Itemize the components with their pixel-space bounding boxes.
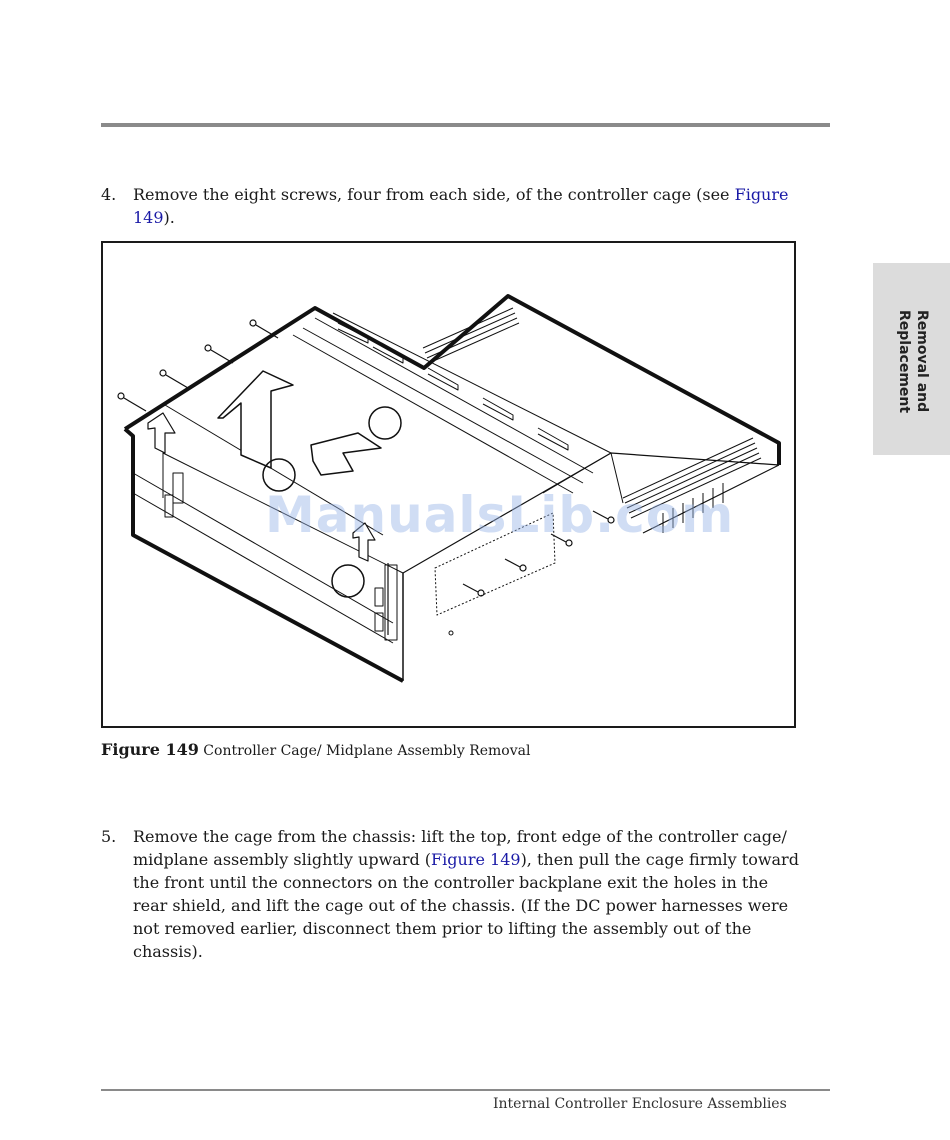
header-rule	[101, 123, 830, 127]
footer-title: Internal Controller Enclosure Assemblies	[493, 1096, 787, 1112]
figure-link[interactable]: Figure 149	[431, 850, 521, 869]
footer-rule	[101, 1089, 830, 1091]
step-text	[133, 183, 821, 229]
step-text-before: Remove the cage from the chassis: lift the top, front edge of the controller cage/ midplane assembly slightly upward (	[133, 827, 787, 869]
figure-illustration	[101, 241, 796, 728]
section-tab-line2: Replacement	[896, 310, 912, 414]
step-text-after: ).	[163, 208, 175, 227]
step-text-after: ), then pull the cage firmly toward the front until the connectors on the controller backplane exit the holes in the rear shield, and lift the cage out of the chassis. (If the DC power harnesses were not removed earlier, disconnect them prior to lifting the assembly out of the chassis).	[133, 850, 799, 961]
step-number: 4.	[101, 185, 117, 204]
figure-caption	[101, 740, 530, 759]
step-text	[133, 825, 801, 963]
controller-cage-drawing	[103, 243, 794, 726]
step-number: 5.	[101, 827, 117, 846]
figure-link[interactable]: Figure 149	[133, 185, 789, 227]
figure-caption-text: Controller Cage/ Midplane Assembly Removal	[203, 743, 531, 759]
step-text-before: Remove the eight screws, four from each side, of the controller cage (see	[133, 185, 735, 204]
figure-label: Figure 149	[101, 740, 199, 759]
section-tab[interactable]	[873, 263, 950, 455]
section-tab-line1: Removal and	[914, 310, 930, 413]
watermark: ManualsLib.com	[265, 486, 735, 544]
section-tab-label	[895, 310, 931, 450]
